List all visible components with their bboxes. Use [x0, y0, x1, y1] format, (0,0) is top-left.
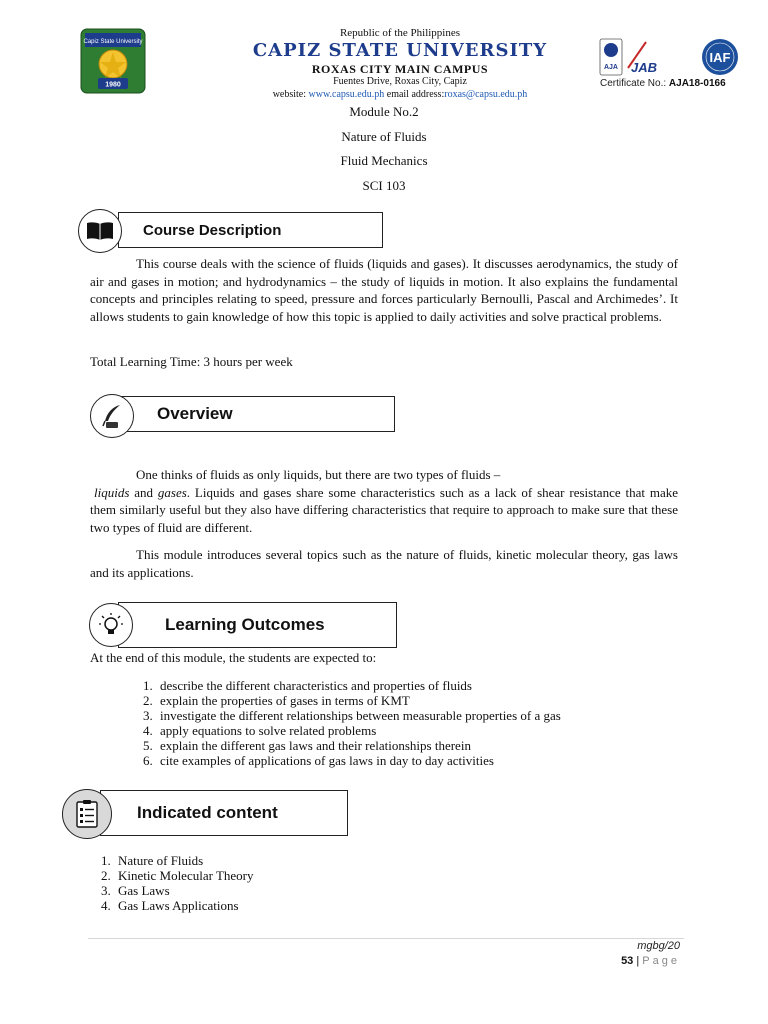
learning-outcomes-heading-box	[118, 602, 397, 648]
quill-pen-icon	[90, 394, 134, 438]
list-item: 3. Gas Laws	[114, 883, 448, 898]
aja-badge	[600, 39, 622, 75]
course-description-heading-box	[118, 212, 383, 248]
footer-divider	[88, 938, 684, 939]
learning-outcomes-heading: Learning Outcomes	[165, 615, 325, 634]
jab-badge-text: JAB	[630, 60, 658, 75]
jab-badge	[628, 42, 657, 75]
footer-signature: mgbg/20	[637, 940, 680, 952]
overview-heading-box	[118, 396, 395, 432]
list-item: 5. explain the different gas laws and their relationships therein	[156, 738, 690, 753]
certificate-number	[600, 78, 726, 89]
indicated-content-heading-box	[100, 790, 348, 836]
indicated-content-heading: Indicated content	[137, 803, 278, 822]
overview-p1-start: One thinks of fluids as only liquids, but there are two types of fluids –	[136, 467, 501, 482]
learning-outcomes-list-wrap	[90, 678, 690, 768]
website-link[interactable]: www.capsu.edu.ph	[308, 89, 385, 100]
email-link[interactable]: roxas@capsu.edu.ph	[444, 89, 528, 100]
overview-p1-end: . Liquids and gases share some characteristics such as a lack of shear resistance that make them similarly useful but they also have differing characteristics that require to approach to make sure that these two types of fluid are different.	[90, 484, 678, 535]
email-label: email address:	[384, 89, 445, 100]
module-number: Module No.2	[349, 104, 419, 119]
list-item: 3. investigate the different relationships between measurable properties of a gas	[156, 708, 690, 723]
university-seal-logo	[80, 28, 146, 94]
list-item: 2. explain the properties of gases in terms of KMT	[156, 693, 690, 708]
overview-and: and	[129, 484, 158, 500]
certificate-value: AJA18-0166	[668, 78, 726, 89]
page-number	[560, 955, 680, 967]
learning-time: Total Learning Time: 3 hours per week	[90, 354, 293, 369]
aja-badge-text: AJA	[603, 64, 619, 71]
address-line: Fuentes Drive, Roxas City, Capiz	[333, 76, 467, 87]
republic-line: Republic of the Philippines	[339, 27, 461, 39]
certificate-label: Certificate No.:	[600, 78, 669, 89]
iaf-badge	[702, 39, 738, 75]
list-item: 2. Kinetic Molecular Theory	[114, 868, 448, 883]
campus-name: ROXAS CITY MAIN CAMPUS	[311, 62, 489, 76]
subject-code: SCI 103	[362, 177, 406, 193]
overview-gases: gases	[157, 484, 187, 500]
learning-outcomes-intro: At the end of this module, the students are expected to:	[90, 650, 377, 665]
indicated-content-list-wrap	[48, 853, 448, 913]
university-name: CAPIZ STATE UNIVERSITY	[252, 40, 548, 61]
learning-outcomes-list	[90, 678, 690, 768]
course-description-body: This course deals with the science of fluids (liquids and gases). It discusses aerodynamics, the study of air and gases in motion; and hydrodynamics – the study of liquids in motion. It also explains the fundamental concepts and principles relating to speed, pressure and forces particularly Bernoulli, Pascal and Archimedes’. It allows students to gain knowledge of how this topic is applied to daily activities and solve practical problems.	[90, 256, 678, 324]
overview-paragraph-1	[90, 466, 678, 536]
module-title: Nature of Fluids	[341, 128, 427, 144]
seal-year: 1980	[105, 81, 121, 89]
website-label: website:	[272, 89, 309, 100]
seal-top-text: Capiz State University	[83, 39, 143, 45]
subject-name: Fluid Mechanics	[340, 153, 428, 168]
book-icon	[78, 209, 122, 253]
list-item: 6. cite examples of applications of gas laws in day to day activities	[156, 753, 690, 768]
overview-heading: Overview	[157, 404, 233, 423]
certification-logos	[598, 38, 748, 78]
list-item: 1. Nature of Fluids	[114, 853, 448, 868]
overview-liquids: liquids	[94, 484, 130, 500]
course-description-text	[90, 255, 678, 325]
iaf-badge-text: IAF	[709, 50, 731, 65]
indicated-content-list	[48, 853, 448, 913]
overview-paragraph-2	[90, 546, 678, 581]
lightbulb-icon	[89, 603, 133, 647]
page-separator: |	[633, 955, 643, 967]
list-item: 1. describe the different characteristics and properties of fluids	[156, 678, 690, 693]
overview-p2-text: This module introduces several topics such as the nature of fluids, kinetic molecular theory, gas laws and its applications.	[90, 547, 678, 580]
checklist-icon	[62, 789, 112, 839]
course-description-heading: Course Description	[143, 221, 282, 239]
module-title-block	[284, 100, 484, 198]
list-item: 4. Gas Laws Applications	[114, 898, 448, 913]
letterhead	[200, 26, 600, 101]
page-number-value: 53	[621, 955, 634, 967]
page-label: Page	[642, 955, 680, 967]
list-item: 4. apply equations to solve related problems	[156, 723, 690, 738]
